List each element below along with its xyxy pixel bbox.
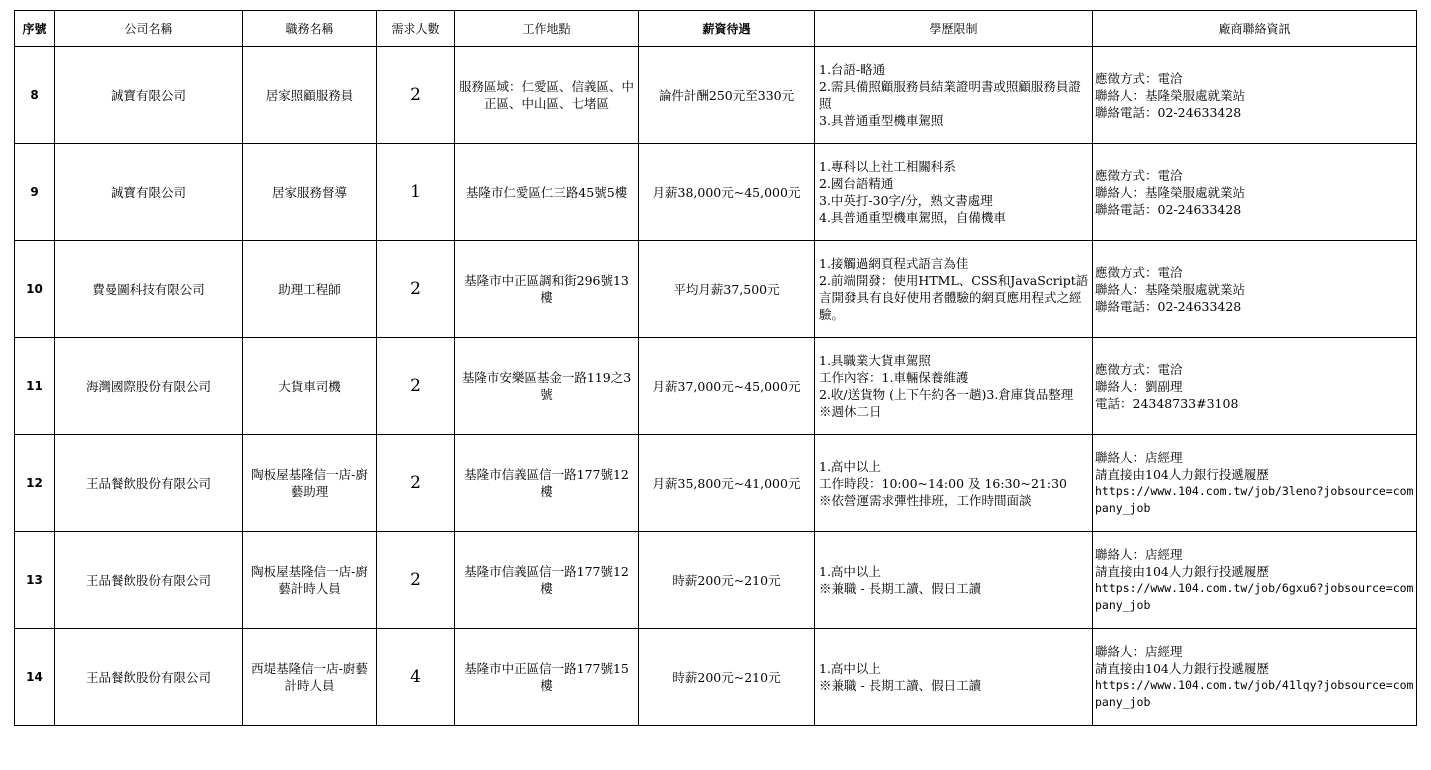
table-row	[15, 532, 1417, 629]
cell-education	[815, 338, 1093, 435]
cell-contact	[1093, 144, 1417, 241]
job-listing-sheet	[14, 10, 1417, 726]
cell-count: 4	[377, 629, 455, 726]
education-line: 1.高中以上	[819, 661, 881, 676]
header-location: 工作地點	[455, 11, 639, 47]
contact-line: 應徵方式：電洽	[1095, 167, 1183, 183]
contact-line: 聯絡人：基隆榮服處就業站	[1095, 281, 1246, 297]
cell-company: 海灣國際股份有限公司	[55, 338, 243, 435]
education-line: 1.具職業大貨車駕照	[819, 353, 931, 368]
header-count: 需求人數	[377, 11, 455, 47]
cell-education	[815, 241, 1093, 338]
cell-count: 2	[377, 241, 455, 338]
cell-count: 2	[377, 532, 455, 629]
contact-line: 應徵方式：電洽	[1095, 361, 1183, 377]
cell-seq: 13	[15, 532, 55, 629]
cell-location: 基隆市中正區信一路177號15樓	[455, 629, 639, 726]
cell-contact	[1093, 435, 1417, 532]
cell-contact	[1093, 241, 1417, 338]
education-line: 4.具普通重型機車駕照，自備機車	[819, 210, 1006, 225]
header-salary: 薪資待遇	[639, 11, 815, 47]
education-line: 2.收/送貨物 (上下午約各一趟)3.倉庫貨品整理	[819, 387, 1074, 402]
contact-line: 聯絡電話：02-24633428	[1095, 104, 1242, 120]
cell-company: 誠寶有限公司	[55, 47, 243, 144]
contact-line: 聯絡電話：02-24633428	[1095, 201, 1242, 217]
cell-education	[815, 435, 1093, 532]
cell-salary: 時薪200元~210元	[639, 629, 815, 726]
header-education: 學歷限制	[815, 11, 1093, 47]
cell-location: 基隆市信義區信一路177號12樓	[455, 532, 639, 629]
contact-line: 電話：24348733#3108	[1095, 395, 1239, 411]
education-line: 1.專科以上社工相關科系	[819, 159, 956, 174]
contact-line: 聯絡人：店經理	[1095, 547, 1183, 562]
education-line: 工作內容：1.車輛保養維護	[819, 370, 969, 385]
contact-url: https://www.104.com.tw/job/41lqy?jobsource=company_job	[1095, 678, 1414, 709]
cell-location: 基隆市信義區信一路177號12樓	[455, 435, 639, 532]
contact-line: 聯絡人：店經理	[1095, 450, 1183, 465]
cell-salary: 論件計酬250元至330元	[639, 47, 815, 144]
contact-line: 請直接由104人力銀行投遞履歷	[1095, 564, 1269, 579]
cell-job: 陶板屋基隆信一店-廚藝計時人員	[243, 532, 377, 629]
education-line: ※依營運需求彈性排班，工作時間面談	[819, 492, 1032, 508]
contact-line: 聯絡人：店經理	[1095, 644, 1183, 659]
contact-line: 聯絡人：基隆榮服處就業站	[1095, 184, 1246, 200]
education-line: 3.中英打-30字/分，熟文書處理	[819, 193, 993, 208]
table-row	[15, 338, 1417, 435]
table-body	[15, 47, 1417, 726]
table-row	[15, 435, 1417, 532]
cell-seq: 8	[15, 47, 55, 144]
contact-url: https://www.104.com.tw/job/6gxu6?jobsource=company_job	[1095, 581, 1414, 612]
cell-company: 王品餐飲股份有限公司	[55, 629, 243, 726]
education-line: 1.高中以上	[819, 458, 881, 474]
education-line: 工作時段：10:00~14:00 及 16:30~21:30	[819, 475, 1067, 491]
contact-line: 請直接由104人力銀行投遞履歷	[1095, 467, 1269, 482]
cell-location: 基隆市安樂區基金一路119之3號	[455, 338, 639, 435]
contact-line: 聯絡電話：02-24633428	[1095, 298, 1242, 314]
contact-line: 應徵方式：電洽	[1095, 264, 1183, 280]
cell-education	[815, 144, 1093, 241]
cell-company: 費曼圖科技有限公司	[55, 241, 243, 338]
contact-line: 聯絡人：劉副理	[1095, 378, 1183, 394]
cell-job: 大貨車司機	[243, 338, 377, 435]
cell-seq: 12	[15, 435, 55, 532]
cell-count: 2	[377, 435, 455, 532]
table-row	[15, 629, 1417, 726]
cell-company: 誠寶有限公司	[55, 144, 243, 241]
cell-salary: 時薪200元~210元	[639, 532, 815, 629]
cell-location: 服務區域：仁愛區、信義區、中正區、中山區、七堵區	[455, 47, 639, 144]
cell-salary: 月薪38,000元~45,000元	[639, 144, 815, 241]
cell-count: 2	[377, 338, 455, 435]
education-line: ※兼職 - 長期工讀、假日工讀	[819, 581, 982, 596]
cell-location: 基隆市中正區調和街296號13樓	[455, 241, 639, 338]
education-line: 2.國台語精通	[819, 176, 894, 191]
cell-contact	[1093, 47, 1417, 144]
cell-job: 居家服務督導	[243, 144, 377, 241]
education-line: ※兼職 - 長期工讀、假日工讀	[819, 678, 982, 693]
education-line: ※週休二日	[819, 404, 882, 419]
education-line: 1.高中以上	[819, 564, 881, 579]
cell-contact	[1093, 532, 1417, 629]
header-job: 職務名稱	[243, 11, 377, 47]
cell-company: 王品餐飲股份有限公司	[55, 435, 243, 532]
contact-line: 請直接由104人力銀行投遞履歷	[1095, 661, 1269, 676]
table-row	[15, 241, 1417, 338]
header-company: 公司名稱	[55, 11, 243, 47]
cell-count: 2	[377, 47, 455, 144]
cell-seq: 14	[15, 629, 55, 726]
cell-job: 助理工程師	[243, 241, 377, 338]
cell-seq: 10	[15, 241, 55, 338]
education-line: 3.具普通重型機車駕照	[819, 113, 944, 128]
table-row	[15, 144, 1417, 241]
cell-job: 居家照顧服務員	[243, 47, 377, 144]
education-line: 1.接觸過網頁程式語言為佳	[819, 256, 969, 271]
education-line: 2.需具備照顧服務員結業證明書或照顧服務員證照	[819, 79, 1081, 111]
cell-count: 1	[377, 144, 455, 241]
cell-contact	[1093, 629, 1417, 726]
cell-education	[815, 532, 1093, 629]
job-listing-table	[14, 10, 1417, 726]
header-contact: 廠商聯絡資訊	[1093, 11, 1417, 47]
cell-location: 基隆市仁愛區仁三路45號5樓	[455, 144, 639, 241]
cell-seq: 11	[15, 338, 55, 435]
cell-company: 王品餐飲股份有限公司	[55, 532, 243, 629]
cell-salary: 平均月薪37,500元	[639, 241, 815, 338]
header-row	[15, 11, 1417, 47]
education-line: 2.前端開發：使用HTML、CSS和JavaScript語言開發具有良好使用者體驗的網頁應用程式之經驗。	[819, 273, 1089, 322]
cell-contact	[1093, 338, 1417, 435]
table-row	[15, 47, 1417, 144]
cell-education	[815, 629, 1093, 726]
cell-salary: 月薪37,000元~45,000元	[639, 338, 815, 435]
cell-salary: 月薪35,800元~41,000元	[639, 435, 815, 532]
contact-line: 應徵方式：電洽	[1095, 70, 1183, 86]
cell-seq: 9	[15, 144, 55, 241]
header-seq: 序號	[15, 11, 55, 47]
cell-job: 陶板屋基隆信一店-廚藝助理	[243, 435, 377, 532]
contact-url: https://www.104.com.tw/job/3leno?jobsource=company_job	[1095, 484, 1414, 515]
cell-job: 西堤基隆信一店-廚藝計時人員	[243, 629, 377, 726]
education-line: 1.台語-略通	[819, 62, 886, 77]
contact-line: 聯絡人：基隆榮服處就業站	[1095, 87, 1246, 103]
cell-education	[815, 47, 1093, 144]
